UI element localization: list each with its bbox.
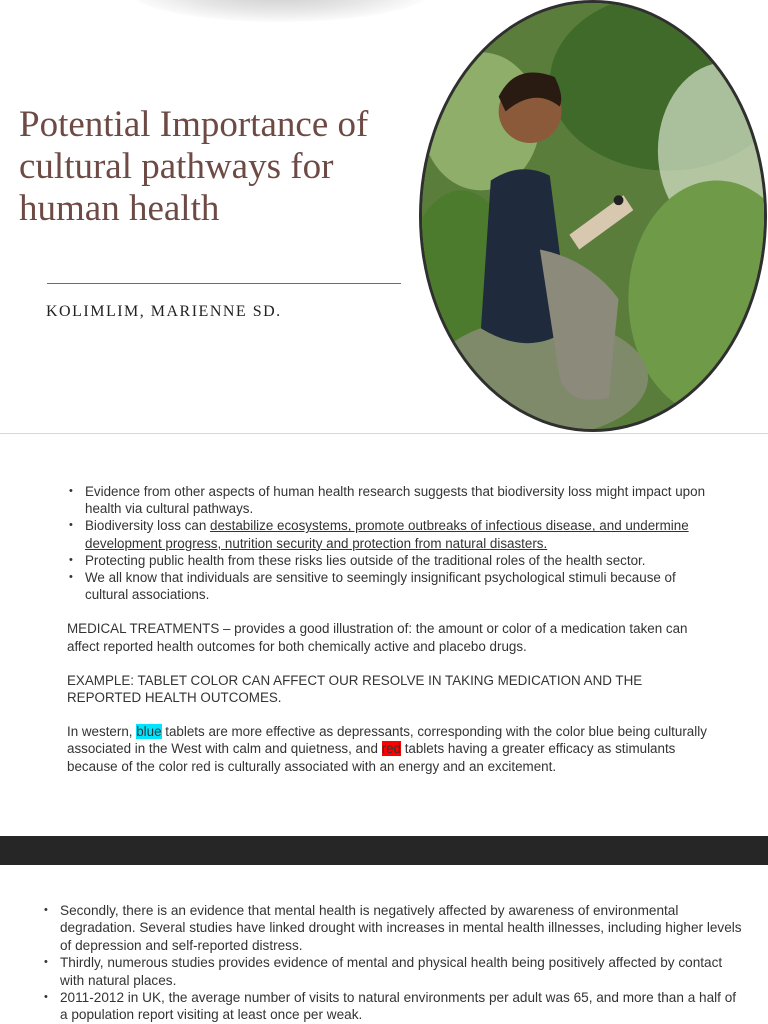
list-item: • Protecting public health from these risks lies outside of the traditional roles of the health sector. xyxy=(67,552,707,569)
slide3-body xyxy=(42,902,742,1024)
photo-illustration xyxy=(422,3,764,429)
list-item: • Evidence from other aspects of human health research suggests that biodiversity loss might impact upon health via cultural pathways. xyxy=(67,483,707,517)
list-item xyxy=(67,517,707,551)
top-shadow-decoration xyxy=(130,0,430,22)
western-paragraph xyxy=(67,723,707,775)
list-item: • Secondly, there is an evidence that mental health is negatively affected by awareness of environmental degradation. Several studies have linked drought with increases in mental health illnesses, including higher levels of depression and self-reported distress. xyxy=(42,902,742,954)
list-item: • Thirdly, numerous studies provides evidence of mental and physical health being positively affected by contact with natural places. xyxy=(42,954,742,989)
bullet2-underlined-text: destabilize ecosystems, promote outbreaks of infectious disease, and undermine development progress, nutrition security and protection from natural disasters. xyxy=(85,518,689,551)
red-highlight: red xyxy=(381,741,401,757)
bullet2-prefix: Biodiversity loss can xyxy=(85,518,211,534)
slide2-body xyxy=(67,483,707,775)
author-name: KOLIMLIM, MARIENNE SD. xyxy=(46,303,282,320)
blue-highlight: blue xyxy=(136,724,162,740)
bullet-list xyxy=(42,902,742,1024)
list-item: • We all know that individuals are sensitive to seemingly insignificant psychological stimuli because of cultural associations. xyxy=(67,569,707,603)
title-slide xyxy=(0,0,768,432)
title-divider xyxy=(47,283,401,284)
western-text-1: In western, xyxy=(67,724,137,740)
example-paragraph: EXAMPLE: TABLET COLOR CAN AFFECT OUR RESOLVE IN TAKING MEDICATION AND THE REPORTED HEALTH OUTCOMES. xyxy=(67,672,643,706)
content-slide-1 xyxy=(0,433,768,836)
western-text-3: tablets having a greater efficacy as stimulants because of the color red is culturally associated with an energy and an excitement. xyxy=(67,741,676,774)
medical-treatments-paragraph: MEDICAL TREATMENTS – provides a good illustration of: the amount or color of a medication taken can affect reported health outcomes for both chemically active and placebo drugs. xyxy=(67,621,688,654)
bullet-list xyxy=(67,483,707,603)
slide-title: Potential Importance of cultural pathways for human health xyxy=(19,104,369,229)
slide-divider-band xyxy=(0,836,768,865)
list-item: • 2011-2012 in UK, the average number of visits to natural environments per adult was 65, and more than a half of a population report visiting at least once per weak. xyxy=(42,989,742,1024)
western-text-2: tablets are more effective as depressants, corresponding with the color blue being culturally associated in the West with calm and quietness, and xyxy=(67,724,707,757)
content-slide-2 xyxy=(0,865,768,1024)
boy-reading-photo xyxy=(419,0,767,432)
